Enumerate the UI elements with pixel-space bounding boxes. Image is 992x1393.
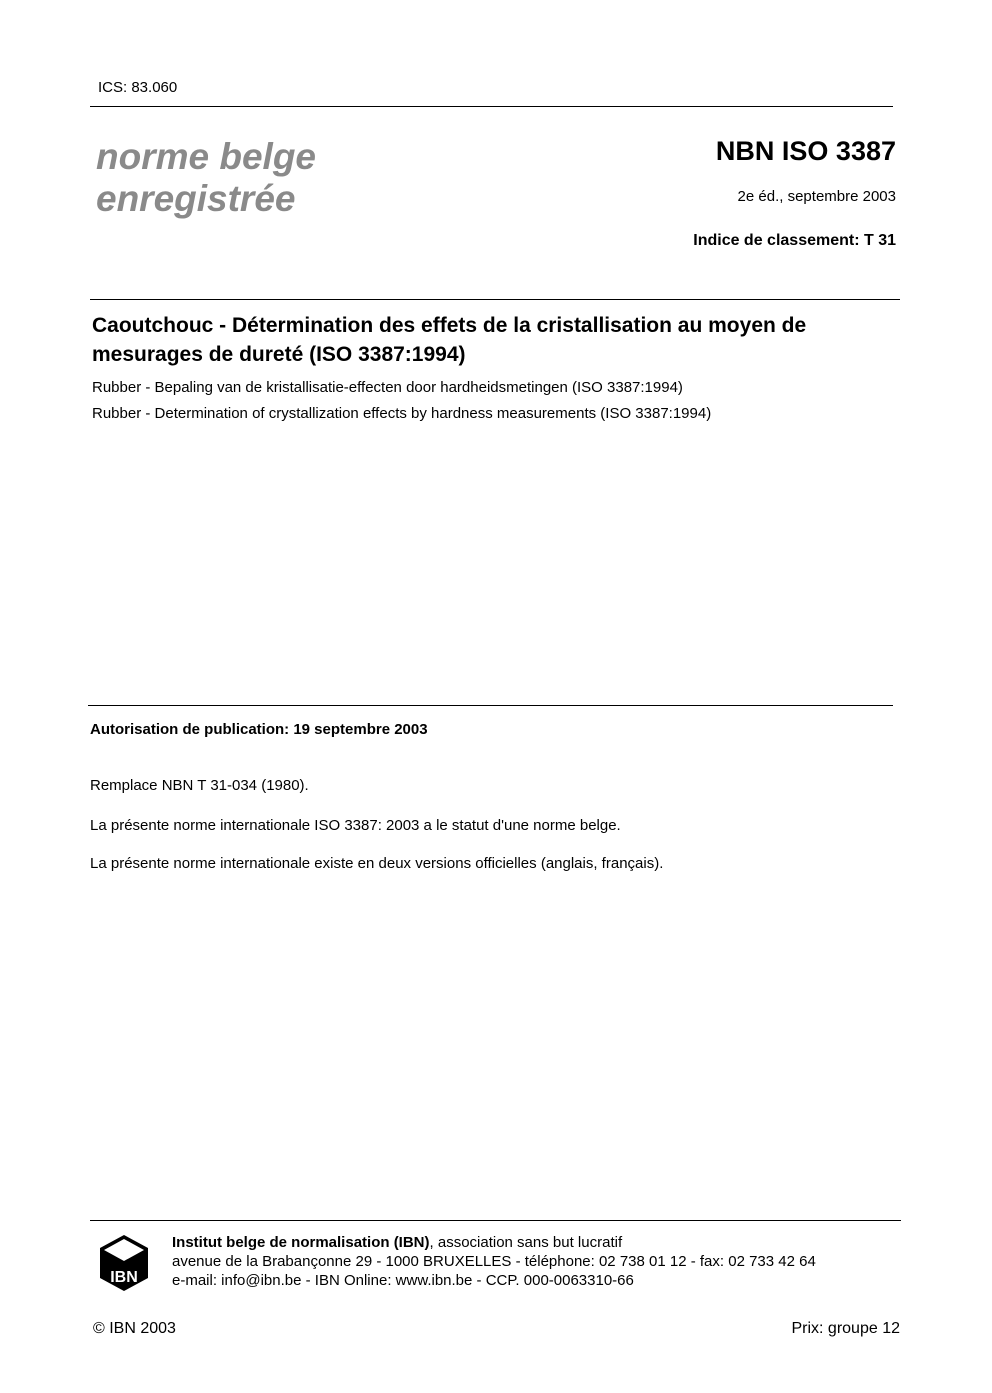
main-title: Caoutchouc - Détermination des effets de la cristallisation au moyen de mesurages de dureté (ISO 3387:1994) (92, 314, 807, 366)
versions-note: La présente norme internationale existe en deux versions officielles (anglais, français). (90, 855, 664, 872)
english-title: Rubber - Determination of crystallization effects by hardness measurements (ISO 3387:1994) (92, 405, 712, 422)
ibn-logo-text: IBN (110, 1269, 138, 1286)
ics-code: ICS: 83.060 (98, 79, 178, 96)
footer-contact: e-mail: info@ibn.be - IBN Online: www.ibn.be - CCP. 000-0063310-66 (172, 1272, 634, 1289)
copyright: © IBN 2003 (93, 1320, 176, 1337)
org-suffix: , association sans but lucratif (429, 1234, 623, 1251)
footer-org-line (172, 1234, 622, 1251)
edition-date: 2e éd., septembre 2003 (737, 188, 896, 205)
title-divider (90, 299, 900, 300)
footer-divider (90, 1220, 901, 1221)
brand-line-1: norme belge (96, 136, 316, 177)
brand-title (96, 136, 316, 220)
replaces-note: Remplace NBN T 31-034 (1980). (90, 777, 309, 794)
dutch-title: Rubber - Bepaling van de kristallisatie-effecten door hardheidsmetingen (ISO 3387:1994) (92, 379, 683, 396)
classification-index: Indice de classement: T 31 (693, 232, 896, 249)
brand-line-2: enregistrée (96, 178, 296, 219)
header-divider (90, 106, 893, 107)
standard-number: NBN ISO 3387 (715, 136, 896, 166)
status-note: La présente norme internationale ISO 3387: 2003 a le statut d'une norme belge. (90, 817, 621, 834)
ibn-logo (99, 1234, 149, 1292)
publication-authorization: Autorisation de publication: 19 septembre 2003 (90, 721, 428, 738)
footer-address: avenue de la Brabançonne 29 - 1000 BRUXELLES - téléphone: 02 738 01 12 - fax: 02 733 42 64 (172, 1253, 816, 1270)
price-group: Prix: groupe 12 (791, 1320, 900, 1337)
publication-divider (88, 705, 893, 706)
org-name: Institut belge de normalisation (IBN) (172, 1234, 430, 1251)
